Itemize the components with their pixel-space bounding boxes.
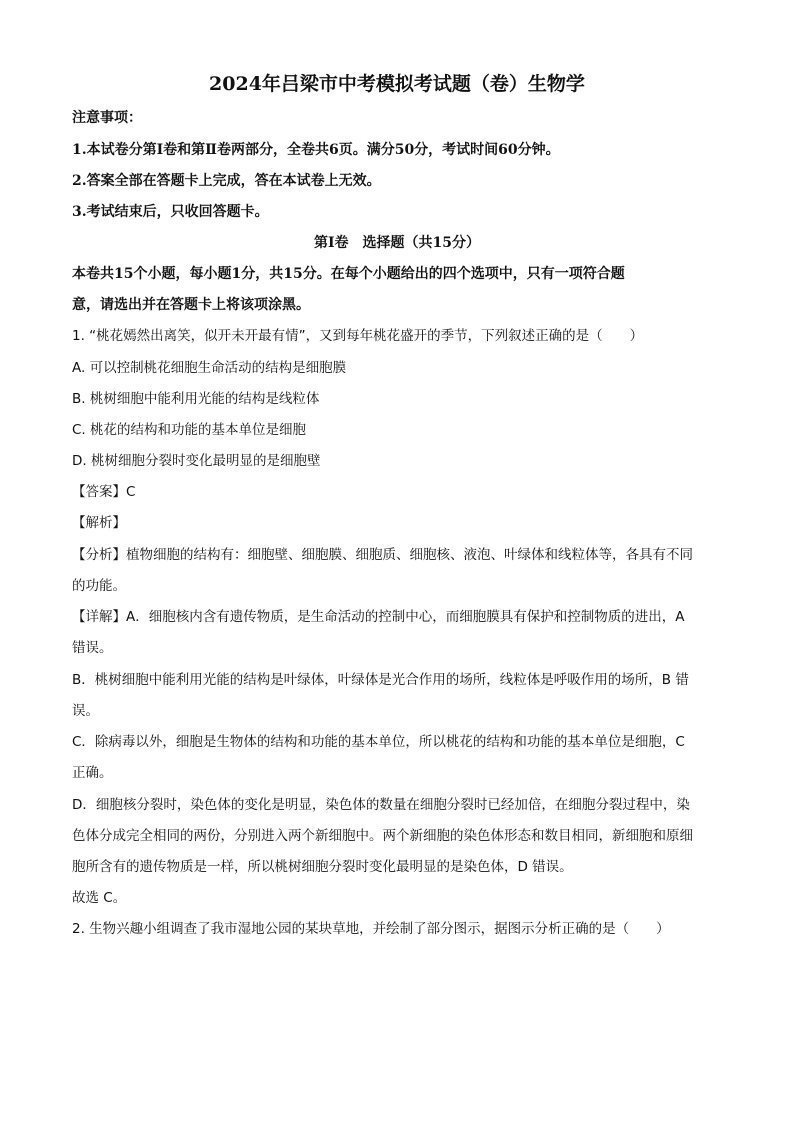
explanation-line: 故选 C。 [72,890,127,906]
explanation-line: C．除病毒以外，细胞是生物体的结构和功能的基本单位，所以桃花的结构和功能的基本单位是细胞，C [72,734,685,750]
page-title: 2024年吕梁市中考模拟考试题（卷）生物学 [209,73,585,95]
question-option-a: A. 可以控制桃花细胞生命活动的结构是细胞膜 [72,360,347,376]
explanation-line: 的功能。 [72,578,126,594]
explanation-line: 正确。 [72,765,113,781]
question-option-b: B. 桃树细胞中能利用光能的结构是线粒体 [72,391,320,407]
section-heading: 第Ⅰ卷 选择题（共15分） [313,235,481,251]
explanation-line: 胞所含有的遗传物质是一样，所以桃树细胞分裂时变化最明显的是染色体，D 错误。 [72,859,573,875]
analysis-label: 【解析】 [72,515,126,531]
notice-item: 3.考试结束后，只收回答题卡。 [72,204,269,220]
question-stem: 2. 生物兴趣小组调查了我市湿地公园的某块草地，并绘制了部分图示，据图示分析正确的是（ ） [72,921,670,937]
explanation-line: 错误。 [72,640,113,656]
explanation-line: 【分析】植物细胞的结构有：细胞壁、细胞膜、细胞质、细胞核、液泡、叶绿体和线粒体等，各具有不同 [72,547,693,563]
section-instructions: 本卷共15个小题，每小题1分，共15分。在每个小题给出的四个选项中，只有一项符合题 [72,266,625,282]
explanation-line: D．细胞核分裂时，染色体的变化是明显，染色体的数量在细胞分裂时已经加倍，在细胞分裂过程中，染 [72,797,690,813]
notice-item: 1.本试卷分第Ⅰ卷和第Ⅱ卷两部分，全卷共6页。满分50分，考试时间60分钟。 [72,142,560,158]
question-option-d: D. 桃树细胞分裂时变化最明显的是细胞壁 [72,453,321,469]
section-instructions: 意，请选出并在答题卡上将该项涂黑。 [72,297,310,313]
explanation-line: B．桃树细胞中能利用光能的结构是叶绿体，叶绿体是光合作用的场所，线粒体是呼吸作用的场所，B 错 [72,672,689,688]
explanation-line: 【详解】A．细胞核内含有遗传物质，是生命活动的控制中心，而细胞膜具有保护和控制物质的进出，A [72,609,685,625]
notice-heading: 注意事项： [72,110,142,126]
notice-item: 2.答案全部在答题卡上完成，答在本试卷上无效。 [72,173,381,189]
question-stem: 1. “桃花嫣然出离笑，似开未开最有情”，又到每年桃花盛开的季节，下列叙述正确的是（ ） [72,328,644,344]
answer-label: 【答案】C [72,484,136,500]
explanation-line: 色体分成完全相同的两份，分别进入两个新细胞中。两个新细胞的染色体形态和数目相同，新细胞和原细 [72,828,693,844]
question-option-c: C. 桃花的结构和功能的基本单位是细胞 [72,422,307,438]
explanation-line: 误。 [72,703,99,719]
